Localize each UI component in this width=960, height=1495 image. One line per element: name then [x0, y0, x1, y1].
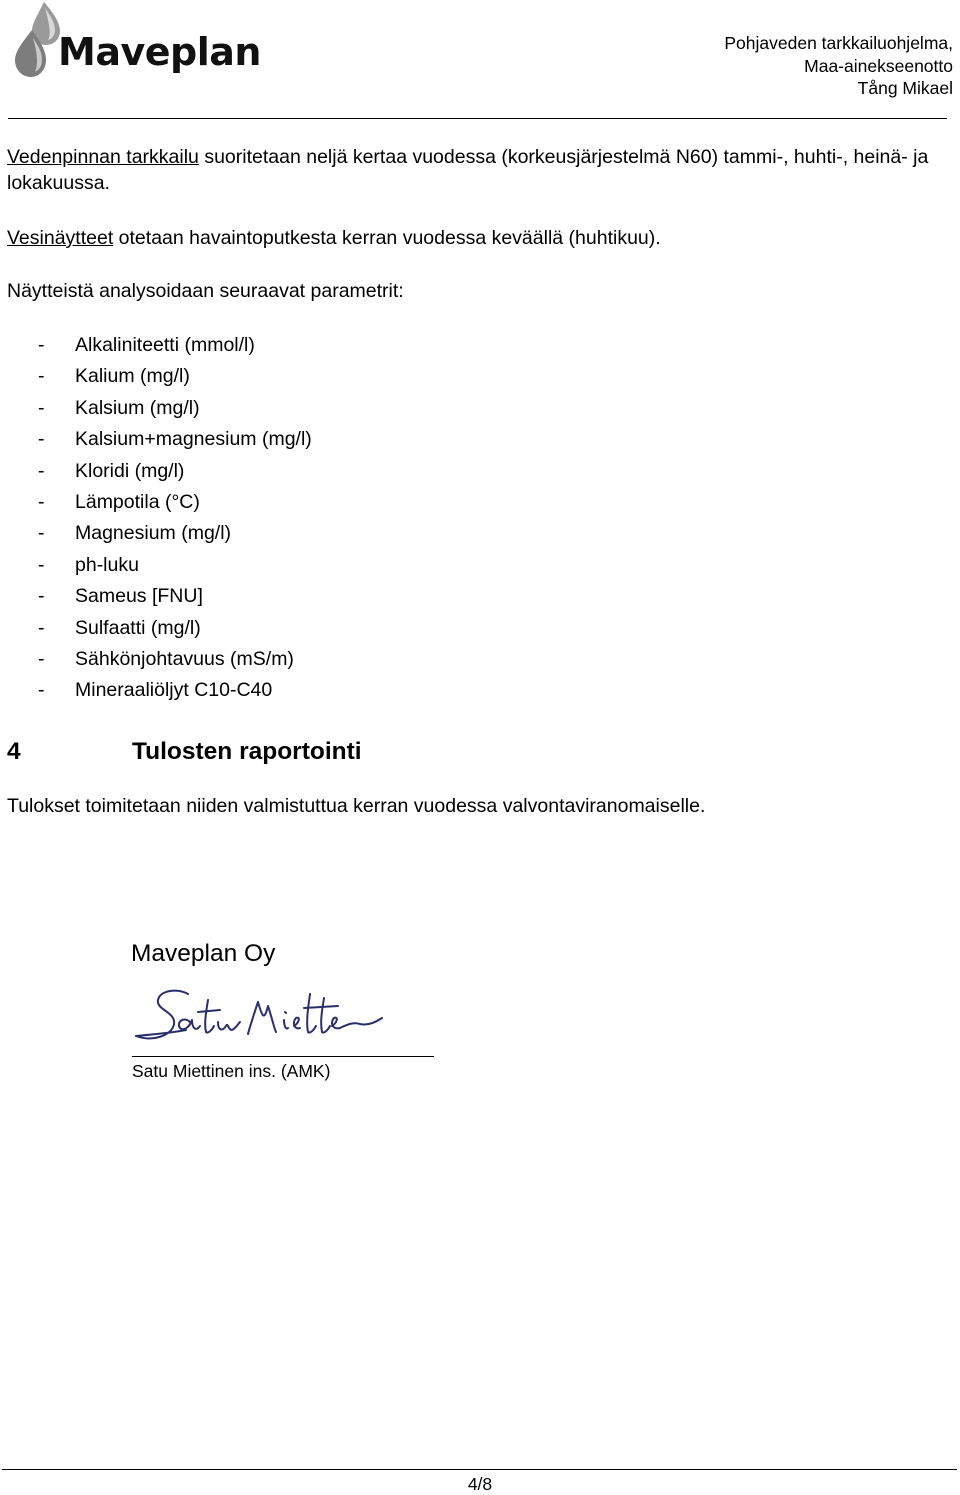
header-client-line: Tång Mikael	[857, 78, 953, 98]
paragraph-text: suoritetaan neljä kertaa vuodessa (korkeusjärjestelmä N60) tammi-, huhti-, heinä- ja lokakuussa.	[7, 146, 929, 194]
paragraph-reporting: Tulokset toimitetaan niiden valmistuttua kerran vuodessa valvontaviranomaiselle.	[7, 795, 706, 817]
handwritten-signature-icon	[128, 982, 388, 1052]
list-item: - Kloridi (mg/l)	[38, 459, 185, 482]
list-item: - Sameus [FNU]	[38, 585, 203, 608]
list-item: - Mineraaliöljyt C10-C40	[38, 679, 273, 702]
signature-line	[132, 1056, 434, 1057]
list-item: - Sähkönjohtavuus (mS/m)	[38, 647, 294, 670]
underlined-term: Vedenpinnan tarkkailu	[7, 146, 199, 168]
section-title: Tulosten raportointi	[132, 738, 362, 765]
list-item: - Sulfaatti (mg/l)	[38, 616, 201, 639]
underlined-term: Vesinäytteet	[7, 227, 114, 249]
section-number: 4	[7, 738, 21, 765]
page-number: 4/8	[467, 1474, 493, 1494]
signer-name: Satu Miettinen ins. (AMK)	[132, 1061, 331, 1081]
paragraph-text: otetaan havaintoputkesta kerran vuodessa keväällä (huhtikuu).	[113, 227, 661, 249]
list-item: - ph-luku	[38, 553, 139, 576]
paragraph-water-samples	[7, 225, 953, 251]
list-item: - Kalsium (mg/l)	[38, 396, 200, 419]
list-item: - Kalium (mg/l)	[38, 365, 190, 388]
list-item: - Alkaliniteetti (mmol/l)	[38, 334, 255, 356]
header-title-line: Pohjaveden tarkkailuohjelma,	[724, 33, 953, 53]
list-item: - Kalsium+magnesium (mg/l)	[38, 428, 312, 451]
paragraph-parameters-intro: Näytteistä analysoidaan seuraavat parametrit:	[7, 280, 404, 302]
document-header-info	[724, 32, 953, 100]
parameter-list	[38, 330, 312, 707]
header-subtitle-line: Maa-ainekseenotto	[804, 55, 953, 76]
footer-divider	[2, 1469, 957, 1470]
company-name: Maveplan Oy	[131, 940, 276, 967]
list-item: - Lämpotila (°C)	[38, 490, 200, 513]
logo-drops-icon	[12, 0, 64, 86]
header-divider	[8, 118, 947, 119]
list-item: - Magnesium (mg/l)	[38, 522, 232, 545]
paragraph-water-level	[7, 144, 953, 196]
company-logo-text: Maveplan	[58, 30, 261, 74]
